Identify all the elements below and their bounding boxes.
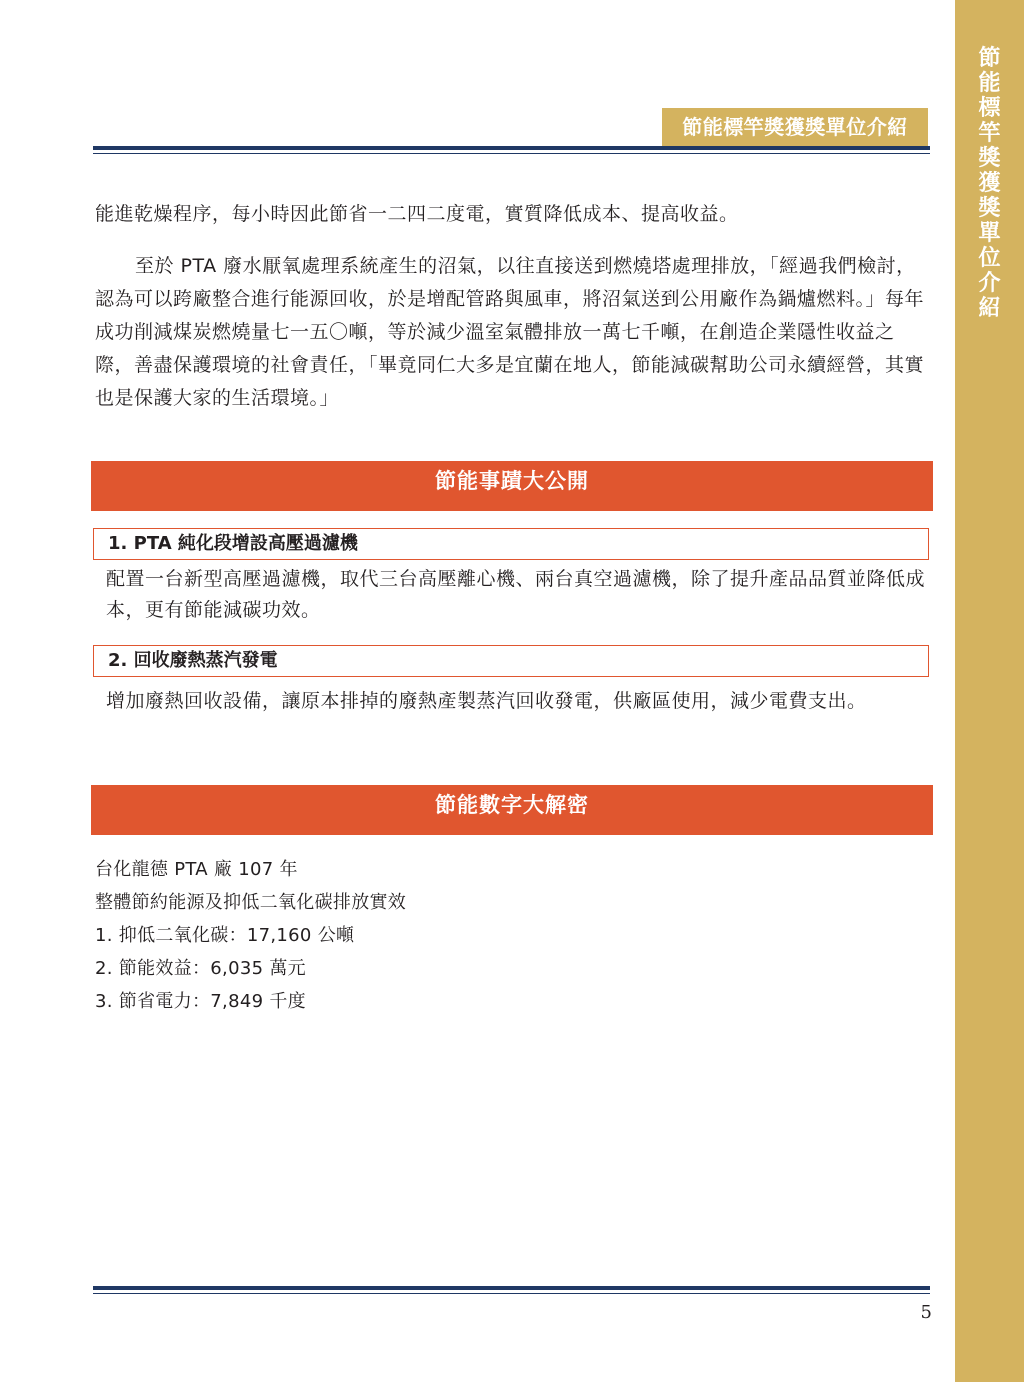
item-description-1: 配置一台新型高壓過濾機，取代三台高壓離心機、兩台真空過濾機，除了提升產品品質並降低成本，更有節能減碳功效。: [106, 568, 926, 621]
side-tab: [955, 0, 1024, 1382]
stats-line: 台化龍德 PTA 廠 107 年: [95, 859, 298, 880]
side-tab-char: 紹: [978, 296, 1001, 321]
side-tab-char: 竿: [978, 121, 1001, 146]
header-rule-thick: [93, 146, 930, 150]
side-tab-char: 獎: [978, 196, 1001, 221]
stats-line: 2. 節能效益：6,035 萬元: [95, 958, 306, 979]
footer-rule-thin: [93, 1293, 930, 1294]
body-paragraph-1: 能進乾燥程序，每小時因此節省一二四二度電，實質降低成本、提高收益。: [95, 203, 739, 225]
side-tab-char: 能: [978, 71, 1001, 96]
side-tab-char: 標: [978, 96, 1001, 121]
section-banner-numbers: 節能數字大解密: [91, 785, 933, 835]
footer-rule-thick: [93, 1286, 930, 1290]
side-tab-title: [955, 46, 1024, 321]
stats-line: 整體節約能源及抑低二氧化碳排放實效: [95, 892, 407, 913]
item-description-2: 增加廢熱回收設備，讓原本排掉的廢熱產製蒸汽回收發電，供廠區使用，減少電費支出。: [106, 690, 867, 712]
body-paragraph-2: 至於 PTA 廢水厭氧處理系統產生的沼氣，以往直接送到燃燒塔處理排放，「經過我們檢討，認為可以跨廠整合進行能源回收，於是增配管路與風車，將沼氣送到公用廠作為鍋爐燃料。」每年成功削減煤炭燃燒量七一五〇噸，等於減少溫室氣體排放一萬七千噸，在創造企業隱性收益之際，善盡保護環境的社會責任，「畢竟同仁大多是宜蘭在地人，節能減碳幫助公司永續經營，其實也是保護大家的生活環境。」: [95, 255, 925, 409]
stats-line: 1. 抑低二氧化碳：17,160 公噸: [95, 925, 355, 946]
side-tab-char: 單: [978, 221, 1001, 246]
stats-list: [95, 853, 695, 1018]
side-tab-char: 獎: [978, 146, 1001, 171]
side-tab-char: 節: [978, 46, 1001, 71]
header-title: 節能標竿獎獲獎單位介紹: [662, 108, 928, 146]
stats-line: 3. 節省電力：7,849 千度: [95, 991, 306, 1012]
side-tab-char: 獲: [978, 171, 1001, 196]
item-heading-1: 1. PTA 純化段增設高壓過濾機: [93, 528, 929, 560]
side-tab-char: 介: [978, 271, 1001, 296]
page-number: 5: [920, 1302, 932, 1323]
header-rule-thin: [93, 153, 930, 154]
item-heading-2: 2. 回收廢熱蒸汽發電: [93, 645, 929, 677]
section-banner-achievements: 節能事蹟大公開: [91, 461, 933, 511]
side-tab-char: 位: [978, 246, 1001, 271]
